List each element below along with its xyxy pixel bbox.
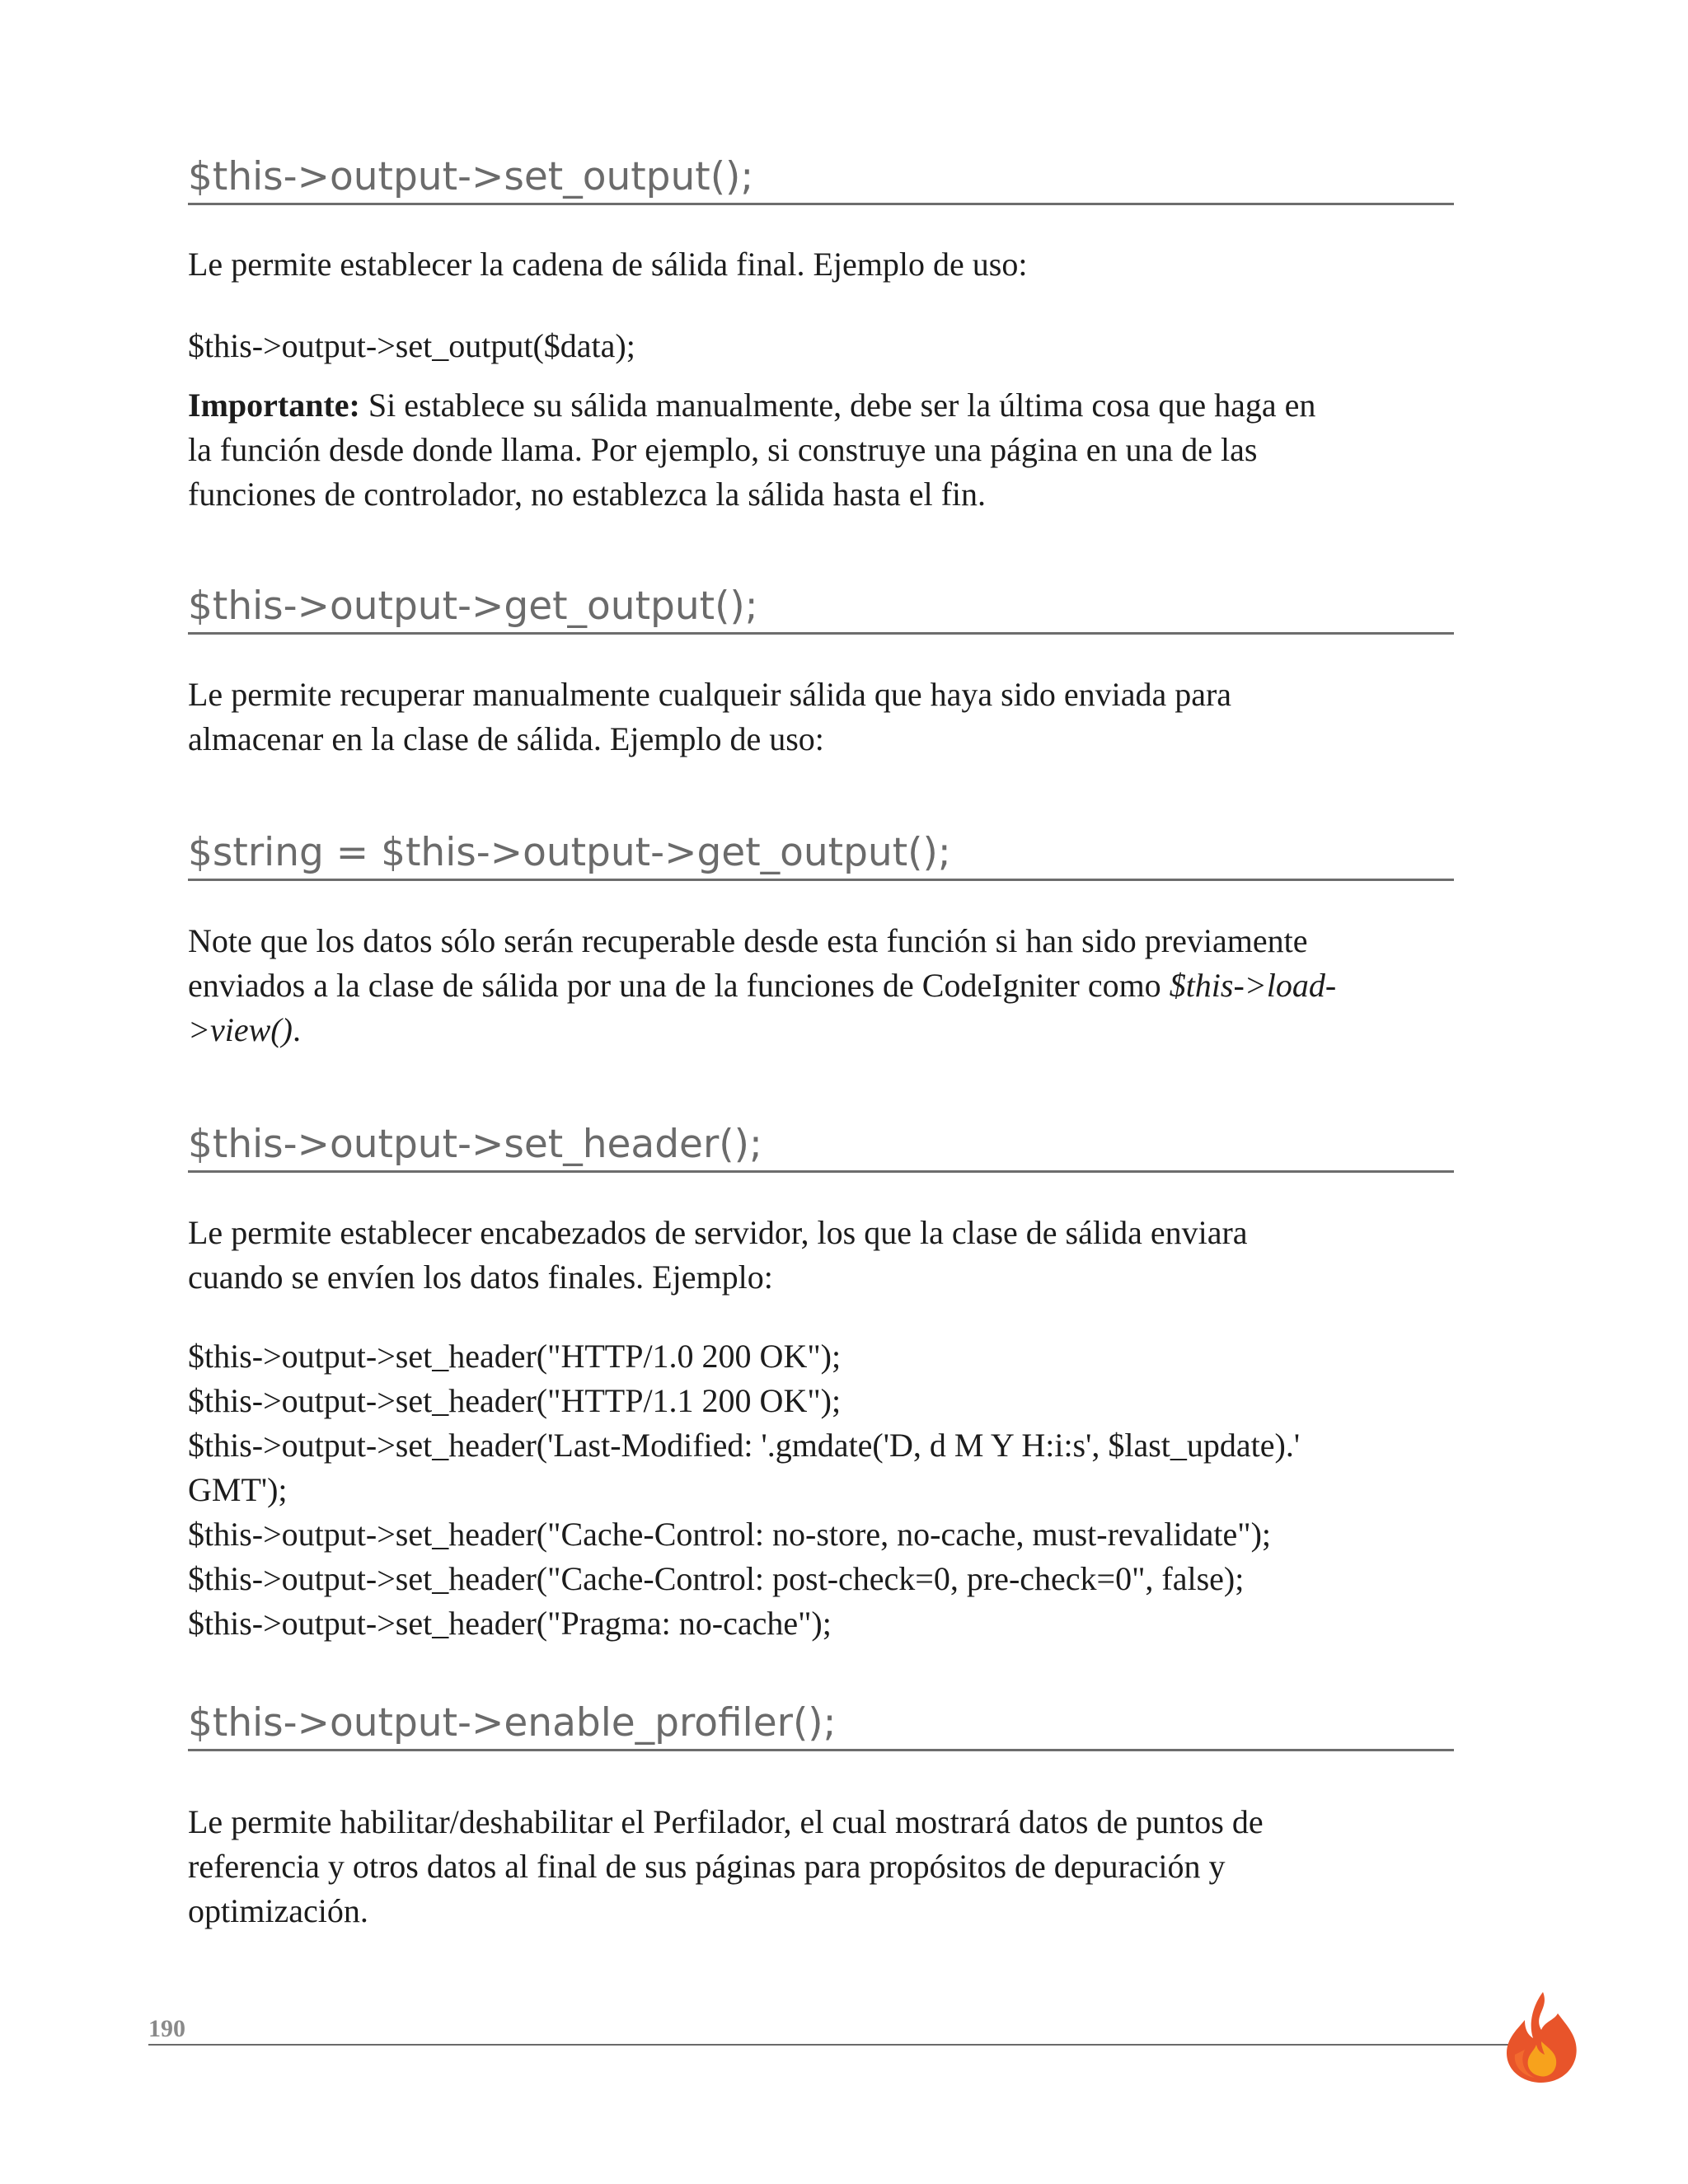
section-heading-set-output: $this->output->set_output(); (188, 153, 1454, 205)
page-number: 190 (148, 2015, 185, 2042)
set-output-code: $this->output->set_output($data); (188, 327, 635, 364)
set-header-description (188, 1211, 1454, 1300)
profiler-line-1: Le permite habilitar/deshabilitar el Perfilador, el cual mostrará datos de puntos de (188, 1803, 1264, 1840)
footer-divider (148, 2044, 1517, 2046)
enable-profiler-description (188, 1800, 1454, 1933)
set-output-description: Le permite establecer la cadena de sálida final. Ejemplo de uso: (188, 246, 1028, 283)
italic-load-view-1: $this->load- (1169, 967, 1337, 1004)
code-line: $this->output->set_header("HTTP/1.1 200 OK"); (188, 1382, 842, 1419)
profiler-line-2: referencia y otros datos al final de sus páginas para propósitos de depuración y (188, 1848, 1226, 1885)
get-output-line-1: Le permite recuperar manualmente cualqueir sálida que haya sido enviada para (188, 676, 1232, 713)
note-line-1: Si establece su sálida manualmente, debe ser la última cosa que haga en (359, 387, 1316, 424)
string-line-2: enviados a la clase de sálida por una de la funciones de CodeIgniter como (188, 967, 1170, 1004)
set-output-note (188, 383, 1454, 517)
code-line: $this->output->set_header("Cache-Control: post-check=0, pre-check=0", false); (188, 1560, 1245, 1597)
profiler-line-3: optimización. (188, 1892, 368, 1929)
code-line: $this->output->set_header('Last-Modified: '.gmdate('D, d M Y H:i:s', $last_update).' (188, 1427, 1301, 1464)
section-heading-enable-profiler: $this->output->enable_profiler(); (188, 1699, 1454, 1751)
code-line: $this->output->set_header("Cache-Control: no-store, no-cache, must-revalidate"); (188, 1516, 1272, 1553)
codeigniter-flame-icon (1500, 1990, 1582, 2085)
code-line: $this->output->set_header("Pragma: no-cache"); (188, 1605, 832, 1642)
string-line-1: Note que los datos sólo serán recuperable desde esta función si han sido previamente (188, 922, 1308, 959)
get-output-line-2: almacenar en la clase de sálida. Ejemplo de uso: (188, 720, 824, 757)
string-tail: . (292, 1011, 301, 1048)
set-header-code-block (188, 1334, 1454, 1646)
set-header-line-2: cuando se envíen los datos finales. Ejemplo: (188, 1258, 773, 1296)
code-line: GMT'); (188, 1471, 288, 1508)
section-heading-string-get-output: $string = $this->output->get_output(); (188, 829, 1454, 881)
string-get-output-description (188, 919, 1454, 1052)
section-heading-get-output: $this->output->get_output(); (188, 583, 1454, 635)
set-header-line-1: Le permite establecer encabezados de servidor, los que la clase de sálida enviara (188, 1214, 1248, 1251)
code-line: $this->output->set_header("HTTP/1.0 200 OK"); (188, 1338, 842, 1375)
italic-load-view-2: >view() (188, 1011, 293, 1048)
section-heading-set-header: $this->output->set_header(); (188, 1121, 1454, 1173)
note-line-3: funciones de controlador, no establezca la sálida hasta el fin. (188, 476, 987, 513)
get-output-description (188, 673, 1454, 762)
note-label: Importante: (188, 387, 360, 424)
note-line-2: la función desde donde llama. Por ejemplo, si construye una página en una de las (188, 431, 1258, 468)
